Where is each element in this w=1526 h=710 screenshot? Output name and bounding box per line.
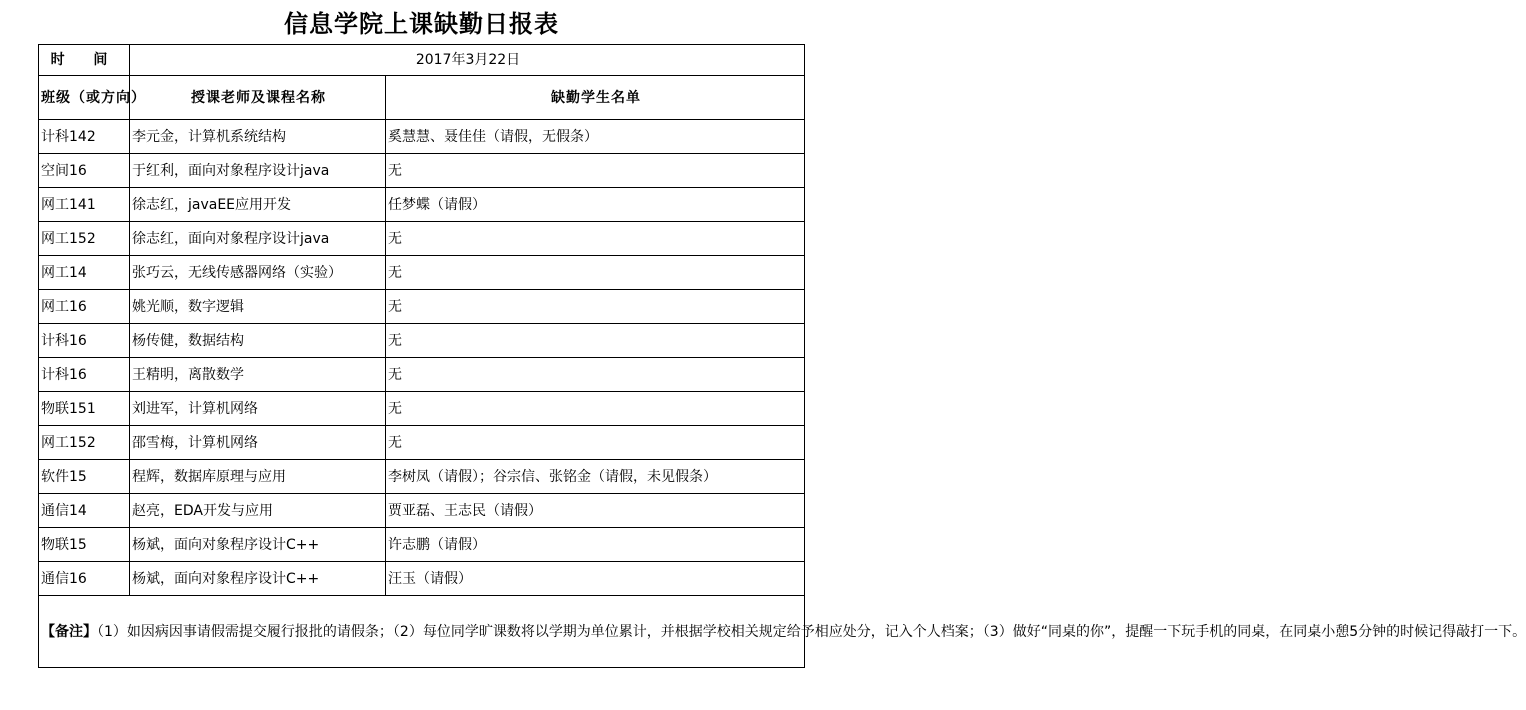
note-tag: 【备注】 [41,623,97,640]
absent-cell: 汪玉（请假） [386,562,805,596]
table-row [39,358,805,392]
teacher-course-cell: 杨斌，面向对象程序设计C++ [130,528,386,562]
absent-cell: 奚慧慧、聂佳佳（请假，无假条） [386,120,805,154]
teacher-course-cell: 张巧云，无线传感器网络（实验） [130,256,386,290]
table-row [39,324,805,358]
header-absent: 缺勤学生名单 [386,76,805,120]
absent-cell: 无 [386,426,805,460]
teacher-course-cell: 于红利，面向对象程序设计java [130,154,386,188]
table-row [39,392,805,426]
absence-report-table [38,44,1526,668]
table-row [39,154,805,188]
table-row [39,120,805,154]
teacher-course-cell: 程辉，数据库原理与应用 [130,460,386,494]
table-row [39,562,805,596]
table-row [39,290,805,324]
class-cell: 计科16 [39,358,130,392]
class-cell: 通信16 [39,562,130,596]
class-cell: 网工152 [39,426,130,460]
note-cell [39,596,1526,668]
table-row [39,256,805,290]
note-text: （1）如因病因事请假需提交履行报批的请假条；（2）每位同学旷课数将以学期为单位累计，并根据学校相关规定给予相应处分，记入个人档案；（3）做好“同桌的你”，提醒一下玩手机的同桌，在同桌小憩5分钟的时候记得敲打一下。 [97,623,1526,640]
header-teacher-course: 授课老师及课程名称 [130,76,386,120]
class-cell: 软件15 [39,460,130,494]
teacher-course-cell: 杨斌，面向对象程序设计C++ [130,562,386,596]
class-cell: 空间16 [39,154,130,188]
teacher-course-cell: 姚光顺，数字逻辑 [130,290,386,324]
class-cell: 网工141 [39,188,130,222]
class-cell: 物联15 [39,528,130,562]
class-cell: 网工14 [39,256,130,290]
absent-cell: 任梦蝶（请假） [386,188,805,222]
teacher-course-cell: 王精明，离散数学 [130,358,386,392]
absent-cell: 贾亚磊、王志民（请假） [386,494,805,528]
absent-cell: 无 [386,358,805,392]
header-row [39,76,805,120]
class-cell: 网工16 [39,290,130,324]
note-row [39,596,805,668]
table-row [39,426,805,460]
teacher-course-cell: 杨传健，数据结构 [130,324,386,358]
class-cell: 物联151 [39,392,130,426]
class-cell: 通信14 [39,494,130,528]
absent-cell: 李树凤（请假）；谷宗信、张铭金（请假，未见假条） [386,460,805,494]
table-row [39,188,805,222]
time-label: 时 间 [39,45,130,76]
absent-cell: 许志鹏（请假） [386,528,805,562]
teacher-course-cell: 邵雪梅，计算机网络 [130,426,386,460]
page-title: 信息学院上课缺勤日报表 [284,9,559,38]
class-cell: 计科16 [39,324,130,358]
absent-cell: 无 [386,392,805,426]
teacher-course-cell: 徐志红，javaEE应用开发 [130,188,386,222]
table-row [39,460,805,494]
teacher-course-cell: 赵亮，EDA开发与应用 [130,494,386,528]
teacher-course-cell: 李元金，计算机系统结构 [130,120,386,154]
table-row [39,222,805,256]
report-date: 2017年3月22日 [130,45,805,76]
teacher-course-cell: 刘进军，计算机网络 [130,392,386,426]
header-class: 班级（或方向） [39,76,130,120]
class-cell: 计科142 [39,120,130,154]
absent-cell: 无 [386,222,805,256]
absent-cell: 无 [386,256,805,290]
class-cell: 网工152 [39,222,130,256]
table-row [39,494,805,528]
time-row [39,45,805,76]
table-row [39,528,805,562]
absent-cell: 无 [386,290,805,324]
absent-cell: 无 [386,324,805,358]
absent-cell: 无 [386,154,805,188]
teacher-course-cell: 徐志红，面向对象程序设计java [130,222,386,256]
